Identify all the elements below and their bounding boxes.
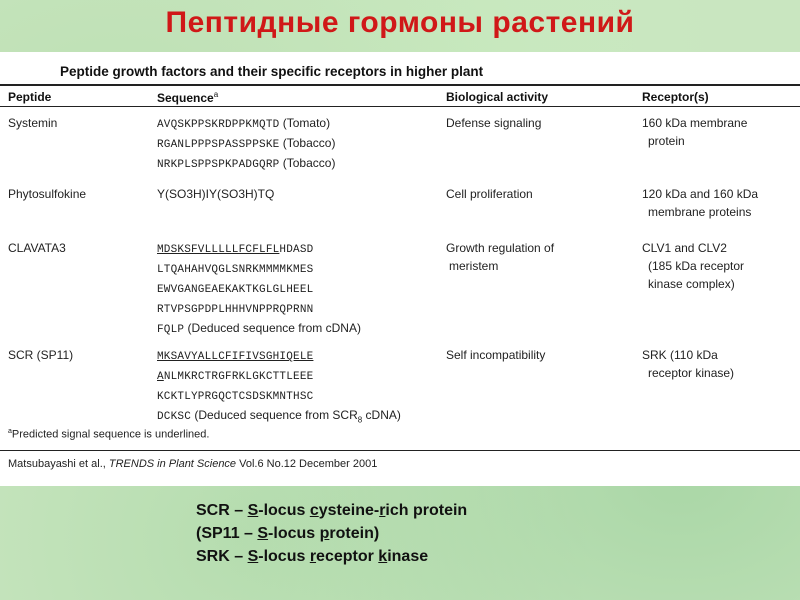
abbreviation-definitions — [196, 499, 467, 568]
definition-sp11: (SP11 – S-locus protein) — [196, 525, 380, 542]
header-sequence: Sequence$^a$ — [157, 90, 219, 105]
citation: Matsubayashi et al., TRENDS in Plant Science Vol.6 No.12 December 2001 — [8, 458, 378, 470]
definition-srk: SRK – S-locus receptor kinase — [196, 548, 429, 565]
row-receptor: SRK (110 kDa receptor kinase) — [642, 348, 735, 380]
row-receptor: 120 kDa and 160 kDa membrane proteins — [642, 187, 759, 219]
row-activity: Growth regulation of meristem — [446, 241, 555, 273]
row-sequence: MKSAVYALLCFIFIVSGHIQELE ANLMKRCTRGFRKLGKCTTLEEE KCKTLYPRGQCTCSDSKMNTHSC DCKSC (Deduced sequence from $SCR_8$ cDNA) — [157, 351, 401, 425]
row-peptide: SCR (SP11) — [8, 348, 74, 362]
slide-title: Пептидные гормоны растений — [165, 6, 635, 39]
bottom-rule — [0, 450, 800, 451]
row-peptide: Phytosulfokine — [8, 187, 87, 201]
row-sequence: AVQSKPPSKRDPPKMQTD (Tomato) RGANLPPPSPASSPPSKE (Tobacco) NRKPLSPPSPKPADGQRP (Tobacco) — [157, 116, 336, 171]
row-activity: Self incompatibility — [446, 348, 546, 362]
row-sequence: Y(SO3H)IY(SO3H)TQ — [157, 187, 275, 201]
header-receptor: Receptor(s) — [642, 90, 709, 104]
header-rule — [0, 106, 800, 107]
definition-scr: SCR – S-locus cysteine-rich protein — [196, 502, 468, 519]
footnote: $^a$Predicted signal sequence is underlined. — [8, 428, 210, 441]
row-peptide: CLAVATA3 — [8, 241, 66, 255]
row-activity: Cell proliferation — [446, 187, 533, 201]
row-receptor: 160 kDa membrane protein — [642, 116, 748, 148]
row-sequence: MDSKSFVLLLLLFCFLFLHDASD LTQAHAHVQGLSNRKMMMMKMES EWVGANGEAEKAKTKGLGLHEEL RTVPSGPDPLHHHVNPPRQPRNN FQLP (Deduced sequence from cDNA) — [157, 244, 361, 336]
row-peptide: Systemin — [8, 116, 58, 130]
top-rule — [0, 84, 800, 86]
header-activity: Biological activity — [446, 90, 549, 104]
row-receptor: CLV1 and CLV2 (185 kDa receptor kinase complex) — [642, 241, 745, 291]
row-activity: Defense signaling — [446, 116, 542, 130]
header-peptide: Peptide — [8, 90, 52, 104]
table-title: Peptide growth factors and their specific receptors in higher plant — [60, 64, 484, 79]
table-panel — [0, 52, 800, 486]
